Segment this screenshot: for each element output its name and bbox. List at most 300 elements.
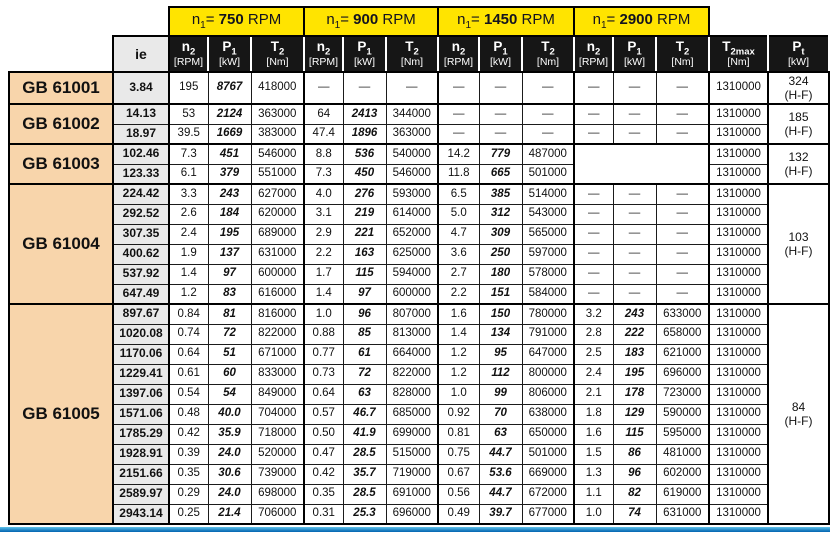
n2-value: 1.7 xyxy=(304,264,343,284)
table-row xyxy=(9,184,829,204)
n2-value: 0.75 xyxy=(438,444,479,464)
p1-value: 74 xyxy=(613,504,656,524)
dash: — xyxy=(613,224,656,244)
t2-value: 822000 xyxy=(251,324,304,344)
n2-value: 0.42 xyxy=(304,464,343,484)
t2-value: 791000 xyxy=(522,324,574,344)
p1-value: 309 xyxy=(479,224,522,244)
p1-value: 451 xyxy=(208,144,251,164)
col-header-P1-900rpm-label: $P_1$ xyxy=(357,38,372,58)
n2-value: 0.31 xyxy=(304,504,343,524)
t2-value: 594000 xyxy=(386,264,438,284)
dash: — xyxy=(656,224,709,244)
t2-value: 719000 xyxy=(386,464,438,484)
ie-value: 400.62 xyxy=(113,244,169,264)
p1-value: 53.6 xyxy=(479,464,522,484)
gear-ratings-table xyxy=(8,6,830,525)
p1-value: 82 xyxy=(613,484,656,504)
speed-eq: = xyxy=(606,11,620,29)
table-row xyxy=(9,124,829,144)
n2-value: 0.67 xyxy=(438,464,479,484)
t2max-value: 1310000 xyxy=(709,504,768,524)
empty-region xyxy=(574,144,709,184)
n2-value: 0.84 xyxy=(169,304,208,324)
t2-value: 600000 xyxy=(386,284,438,304)
t2-value: 363000 xyxy=(386,124,438,144)
t2-value: 590000 xyxy=(656,404,709,424)
n2-value: 0.50 xyxy=(304,424,343,444)
n2-value: 0.74 xyxy=(169,324,208,344)
table-body xyxy=(9,72,829,524)
n2-value: 1.6 xyxy=(438,304,479,324)
n2-value: 0.29 xyxy=(169,484,208,504)
t2-value: 822000 xyxy=(386,364,438,384)
ie-value: 1229.41 xyxy=(113,364,169,384)
t2-value: 515000 xyxy=(386,444,438,464)
n2-value: 195 xyxy=(169,72,208,104)
n2-value: 0.56 xyxy=(438,484,479,504)
col-header-Pt-unit: [kW] xyxy=(788,56,809,69)
t2max-value: 1310000 xyxy=(709,284,768,304)
n2-value: 1.2 xyxy=(438,364,479,384)
dash: — xyxy=(656,104,709,124)
pt-number: 84 xyxy=(791,399,806,414)
t2max-value: 1310000 xyxy=(709,324,768,344)
p1-value: 28.5 xyxy=(343,444,386,464)
t2-value: 383000 xyxy=(251,124,304,144)
dash: — xyxy=(479,72,522,104)
pt-note: (H-F) xyxy=(784,88,813,102)
n2-value: 0.35 xyxy=(304,484,343,504)
p1-value: 221 xyxy=(343,224,386,244)
t2-value: 664000 xyxy=(386,344,438,364)
pt-value xyxy=(768,184,829,304)
speed-unit: RPM xyxy=(517,11,555,29)
t2-value: 699000 xyxy=(386,424,438,444)
dash: — xyxy=(613,264,656,284)
n2-value: 0.92 xyxy=(438,404,479,424)
p1-value: 24.0 xyxy=(208,484,251,504)
n2-value: 6.1 xyxy=(169,164,208,184)
table-row xyxy=(9,364,829,384)
col-header-T2-1450rpm-unit: [Nm] xyxy=(536,56,560,69)
col-header-n2-750rpm xyxy=(169,36,208,72)
ie-value: 292.52 xyxy=(113,204,169,224)
n2-value: 2.2 xyxy=(304,244,343,264)
t2-value: 487000 xyxy=(522,144,574,164)
col-header-P1-750rpm-label: $P_1$ xyxy=(222,38,237,58)
t2-value: 514000 xyxy=(522,184,574,204)
pt-value xyxy=(768,104,829,144)
n2-value: 3.1 xyxy=(304,204,343,224)
col-header-T2-750rpm-unit: [Nm] xyxy=(266,56,289,69)
col-header-P1-1450rpm-label: $P_1$ xyxy=(493,38,508,58)
n2-value: 14.2 xyxy=(438,144,479,164)
n2-value: 0.54 xyxy=(169,384,208,404)
n2-value: 64 xyxy=(304,104,343,124)
speed-group-header-900 xyxy=(304,7,438,36)
ie-column-header: ie xyxy=(113,36,169,72)
col-header-T2-2900rpm-label: $T_2$ xyxy=(675,38,690,58)
t2-value: 551000 xyxy=(251,164,304,184)
t2-value: 543000 xyxy=(522,204,574,224)
p1-value: 63 xyxy=(343,384,386,404)
col-header-n2-2900rpm xyxy=(574,36,613,72)
table-row xyxy=(9,204,829,224)
p1-value: 184 xyxy=(208,204,251,224)
n2-value: 4.7 xyxy=(438,224,479,244)
p1-value: 243 xyxy=(208,184,251,204)
t2-value: 658000 xyxy=(656,324,709,344)
table-row xyxy=(9,464,829,484)
p1-value: 385 xyxy=(479,184,522,204)
t2-value: 677000 xyxy=(522,504,574,524)
col-header-T2max-label: $T_{2max}$ xyxy=(722,38,755,58)
n2-value: 0.73 xyxy=(304,364,343,384)
pt-number: 103 xyxy=(788,229,809,244)
col-header-P1-750rpm xyxy=(208,36,251,72)
speed-eq: = xyxy=(340,11,354,29)
dash: — xyxy=(438,72,479,104)
ie-value: 2943.14 xyxy=(113,504,169,524)
dash: — xyxy=(574,124,613,144)
table-row xyxy=(9,244,829,264)
ie-value: 1397.06 xyxy=(113,384,169,404)
p1-value: 97 xyxy=(208,264,251,284)
speed-sub: 1 xyxy=(600,20,607,32)
p1-value: 95 xyxy=(479,344,522,364)
speed-sub: 1 xyxy=(334,20,341,32)
col-header-n2-900rpm-unit: [RPM] xyxy=(308,56,339,69)
speed-value: 750 xyxy=(218,11,244,29)
col-header-T2max xyxy=(709,36,768,72)
p1-value: 46.7 xyxy=(343,404,386,424)
p1-value: 115 xyxy=(613,424,656,444)
p1-value: 72 xyxy=(208,324,251,344)
dash: — xyxy=(574,72,613,104)
p1-value: 163 xyxy=(343,244,386,264)
t2max-value: 1310000 xyxy=(709,72,768,104)
t2-value: 689000 xyxy=(251,224,304,244)
t2-value: 672000 xyxy=(522,484,574,504)
p1-value: 222 xyxy=(613,324,656,344)
t2-value: 418000 xyxy=(251,72,304,104)
p1-value: 8767 xyxy=(208,72,251,104)
t2-value: 800000 xyxy=(522,364,574,384)
n2-value: 0.42 xyxy=(169,424,208,444)
table-row xyxy=(9,424,829,444)
n2-value: 1.1 xyxy=(574,484,613,504)
t2max-value: 1310000 xyxy=(709,264,768,284)
t2-value: 806000 xyxy=(522,384,574,404)
col-header-T2-1450rpm-label: $T_2$ xyxy=(541,38,555,58)
t2-value: 691000 xyxy=(386,484,438,504)
p1-value: 97 xyxy=(343,284,386,304)
p1-value: 379 xyxy=(208,164,251,184)
dash: — xyxy=(613,72,656,104)
p1-value: 219 xyxy=(343,204,386,224)
p1-value: 70 xyxy=(479,404,522,424)
t2max-value: 1310000 xyxy=(709,404,768,424)
n2-value: 3.3 xyxy=(169,184,208,204)
p1-value: 60 xyxy=(208,364,251,384)
ie-value: 1785.29 xyxy=(113,424,169,444)
model-label: GB 61001 xyxy=(9,72,113,104)
speed-header-row xyxy=(9,7,829,36)
table-row xyxy=(9,344,829,364)
p1-value: 21.4 xyxy=(208,504,251,524)
table-row xyxy=(9,104,829,124)
t2max-value: 1310000 xyxy=(709,184,768,204)
ie-value: 3.84 xyxy=(113,72,169,104)
col-header-n2-2900rpm-unit: [RPM] xyxy=(578,56,609,69)
t2-value: 540000 xyxy=(386,144,438,164)
p1-value: 35.7 xyxy=(343,464,386,484)
p1-value: 151 xyxy=(479,284,522,304)
col-header-T2-2900rpm xyxy=(656,36,709,72)
n2-value: 0.48 xyxy=(169,404,208,424)
pt-number: 132 xyxy=(788,149,809,164)
t2-value: 625000 xyxy=(386,244,438,264)
t2-value: 698000 xyxy=(251,484,304,504)
col-header-P1-2900rpm-label: $P_1$ xyxy=(627,38,642,58)
col-header-P1-2900rpm-unit: [kW] xyxy=(624,56,645,69)
p1-value: 25.3 xyxy=(343,504,386,524)
t2-value: 546000 xyxy=(386,164,438,184)
col-header-T2-2900rpm-unit: [Nm] xyxy=(671,56,694,69)
dash: — xyxy=(656,284,709,304)
n2-value: 1.9 xyxy=(169,244,208,264)
n2-value: 1.4 xyxy=(169,264,208,284)
pt-value xyxy=(768,144,829,184)
p1-value: 250 xyxy=(479,244,522,264)
p1-value: 276 xyxy=(343,184,386,204)
t2max-value: 1310000 xyxy=(709,224,768,244)
dash: — xyxy=(613,204,656,224)
dash: — xyxy=(522,124,574,144)
dash: — xyxy=(438,104,479,124)
n2-value: 3.6 xyxy=(438,244,479,264)
p1-value: 35.9 xyxy=(208,424,251,444)
col-header-T2-900rpm-unit: [Nm] xyxy=(400,56,424,69)
col-header-T2-750rpm-label: $T_2$ xyxy=(270,38,285,58)
t2-value: 706000 xyxy=(251,504,304,524)
corner-blank xyxy=(9,7,169,36)
p1-value: 180 xyxy=(479,264,522,284)
dash: — xyxy=(574,184,613,204)
t2-value: 696000 xyxy=(656,364,709,384)
dash: — xyxy=(574,224,613,244)
p1-value: 51 xyxy=(208,344,251,364)
col-header-Pt-label: $P_t$ xyxy=(792,38,805,58)
speed-value: 1450 xyxy=(483,11,518,29)
model-label: GB 61004 xyxy=(9,184,113,304)
p1-value: 24.0 xyxy=(208,444,251,464)
t2-value: 816000 xyxy=(251,304,304,324)
p1-value: 54 xyxy=(208,384,251,404)
n2-value: 1.0 xyxy=(438,384,479,404)
p1-value: 195 xyxy=(208,224,251,244)
n2-value: 7.3 xyxy=(304,164,343,184)
speed-eq: = xyxy=(205,11,219,29)
table-row xyxy=(9,384,829,404)
p1-value: 137 xyxy=(208,244,251,264)
n2-value: 2.8 xyxy=(574,324,613,344)
dash: — xyxy=(522,72,574,104)
ie-value: 18.97 xyxy=(113,124,169,144)
t2-value: 633000 xyxy=(656,304,709,324)
t2-value: 616000 xyxy=(251,284,304,304)
t2-value: 619000 xyxy=(656,484,709,504)
p1-value: 195 xyxy=(613,364,656,384)
n2-value: 39.5 xyxy=(169,124,208,144)
speed-unit: RPM xyxy=(243,11,282,29)
col-header-T2-900rpm-label: $T_2$ xyxy=(405,38,419,58)
t2-value: 593000 xyxy=(386,184,438,204)
p1-value: 450 xyxy=(343,164,386,184)
p1-value: 81 xyxy=(208,304,251,324)
t2max-value: 1310000 xyxy=(709,444,768,464)
dash: — xyxy=(613,124,656,144)
t2-value: 631000 xyxy=(251,244,304,264)
t2max-value: 1310000 xyxy=(709,104,768,124)
p1-value: 44.7 xyxy=(479,444,522,464)
pt-note: (H-F) xyxy=(784,414,813,428)
t2-value: 739000 xyxy=(251,464,304,484)
n2-value: 0.35 xyxy=(169,464,208,484)
ie-value: 647.49 xyxy=(113,284,169,304)
p1-value: 85 xyxy=(343,324,386,344)
ie-value: 307.35 xyxy=(113,224,169,244)
t2-value: 828000 xyxy=(386,384,438,404)
t2max-value: 1310000 xyxy=(709,144,768,164)
n2-value: 0.81 xyxy=(438,424,479,444)
dash: — xyxy=(304,72,343,104)
col-header-n2-750rpm-label: $n_2$ xyxy=(181,38,196,58)
t2-value: 620000 xyxy=(251,204,304,224)
dash: — xyxy=(656,204,709,224)
column-header-row xyxy=(9,36,829,72)
t2-value: 638000 xyxy=(522,404,574,424)
n2-value: 1.2 xyxy=(169,284,208,304)
n2-value: 1.6 xyxy=(574,424,613,444)
pt-note: (H-F) xyxy=(784,244,813,258)
t2-value: 723000 xyxy=(656,384,709,404)
col-header-T2-1450rpm xyxy=(522,36,574,72)
n2-value: 0.77 xyxy=(304,344,343,364)
n2-value: 1.0 xyxy=(574,504,613,524)
ie-value: 14.13 xyxy=(113,104,169,124)
table-row xyxy=(9,72,829,104)
table-row xyxy=(9,284,829,304)
col-header-P1-1450rpm xyxy=(479,36,522,72)
t2-value: 647000 xyxy=(522,344,574,364)
n2-value: 8.8 xyxy=(304,144,343,164)
p1-value: 28.5 xyxy=(343,484,386,504)
ie-value: 224.42 xyxy=(113,184,169,204)
t2max-value: 1310000 xyxy=(709,244,768,264)
col-header-n2-1450rpm xyxy=(438,36,479,72)
p1-value: 134 xyxy=(479,324,522,344)
blank-cell xyxy=(9,36,113,72)
dash: — xyxy=(479,124,522,144)
n2-value: 4.0 xyxy=(304,184,343,204)
t2-value: 631000 xyxy=(656,504,709,524)
t2-value: 578000 xyxy=(522,264,574,284)
t2-value: 584000 xyxy=(522,284,574,304)
ie-value: 1928.91 xyxy=(113,444,169,464)
model-label: GB 61003 xyxy=(9,144,113,184)
p1-value: 312 xyxy=(479,204,522,224)
dash: — xyxy=(613,184,656,204)
t2-value: 597000 xyxy=(522,244,574,264)
p1-value: 150 xyxy=(479,304,522,324)
t2-value: 501000 xyxy=(522,444,574,464)
n2-value: 6.5 xyxy=(438,184,479,204)
speed-group-header-2900 xyxy=(574,7,709,36)
t2max-value: 1310000 xyxy=(709,164,768,184)
n2-value: 3.2 xyxy=(574,304,613,324)
pt-value xyxy=(768,304,829,524)
dash: — xyxy=(656,184,709,204)
t2-value: 481000 xyxy=(656,444,709,464)
blank-cell xyxy=(709,7,768,36)
p1-value: 86 xyxy=(613,444,656,464)
col-header-n2-900rpm-label: $n_2$ xyxy=(316,38,331,58)
t2max-value: 1310000 xyxy=(709,484,768,504)
p1-value: 112 xyxy=(479,364,522,384)
p1-value: 183 xyxy=(613,344,656,364)
dash: — xyxy=(613,244,656,264)
n2-value: 0.49 xyxy=(438,504,479,524)
table-row xyxy=(9,224,829,244)
dash: — xyxy=(574,204,613,224)
p1-value: 44.7 xyxy=(479,484,522,504)
n2-value: 53 xyxy=(169,104,208,124)
p1-value: 1669 xyxy=(208,124,251,144)
p1-value: 40.0 xyxy=(208,404,251,424)
t2-value: 602000 xyxy=(656,464,709,484)
ie-value: 102.46 xyxy=(113,144,169,164)
speed-sub: 1 xyxy=(200,20,206,32)
n2-value: 1.4 xyxy=(304,284,343,304)
n2-value: 1.0 xyxy=(304,304,343,324)
table-row xyxy=(9,484,829,504)
table-row xyxy=(9,264,829,284)
t2-value: 685000 xyxy=(386,404,438,424)
n2-value: 47.4 xyxy=(304,124,343,144)
dash: — xyxy=(656,264,709,284)
t2-value: 849000 xyxy=(251,384,304,404)
t2max-value: 1310000 xyxy=(709,124,768,144)
t2-value: 833000 xyxy=(251,364,304,384)
blank-cell xyxy=(768,7,829,36)
n2-value: 0.64 xyxy=(304,384,343,404)
p1-value: 243 xyxy=(613,304,656,324)
n2-value: 1.2 xyxy=(438,344,479,364)
dash: — xyxy=(613,104,656,124)
pt-number: 324 xyxy=(788,73,809,88)
t2-value: 614000 xyxy=(386,204,438,224)
col-header-n2-750rpm-unit: [RPM] xyxy=(173,56,204,69)
table-row xyxy=(9,404,829,424)
t2-value: 595000 xyxy=(656,424,709,444)
t2-value: 807000 xyxy=(386,304,438,324)
n2-value: 0.47 xyxy=(304,444,343,464)
col-header-P1-1450rpm-unit: [kW] xyxy=(490,56,511,69)
p1-value: 72 xyxy=(343,364,386,384)
dash: — xyxy=(656,72,709,104)
